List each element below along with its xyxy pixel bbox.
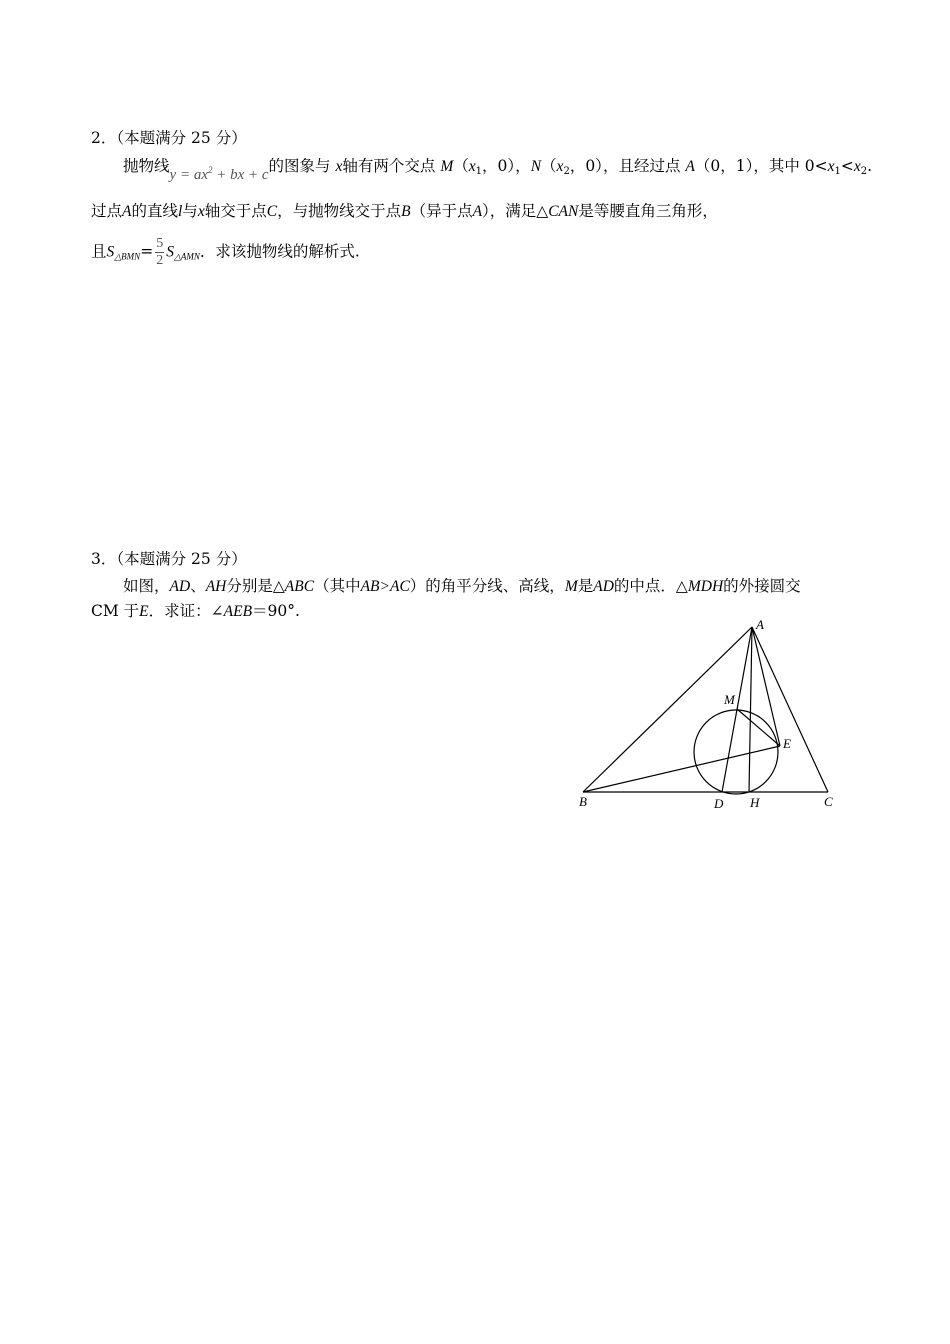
problem2-line3: 且S△BMN= $\frac{5}{2}$ S△AMN．求该抛物线的解析式.: [91, 236, 360, 268]
parabola-formula: $y = ax^2$ + bx + c: [169, 165, 269, 183]
problem2-line1: 抛物线$y = ax^2$ + bx + c的图象与 x轴有两个交点 $M(x_1$，0），$N(x_2$，0），且经过点 A（0，1），其中 $0<x_1<x_2$.: [123, 157, 873, 183]
segment-AC: [752, 627, 828, 792]
problem2-line2: 过点A的直线l与x轴交于点C，与抛物线交于点B（异于点A），满足△CAN是等腰直角三角形，: [91, 202, 718, 220]
circumcircle-MDH: [694, 710, 778, 794]
label-M: M: [724, 692, 735, 707]
problem2-intro: 抛物线: [123, 157, 170, 175]
problem3-line2: CM 于E．求证：∠AEB＝90°.: [91, 602, 300, 620]
label-A: A: [756, 617, 764, 632]
segment-BE: [583, 746, 780, 792]
label-C: C: [824, 794, 833, 809]
segment-AH: [749, 627, 752, 792]
label-E: E: [783, 736, 791, 751]
label-D: D: [714, 796, 724, 811]
label-B: B: [579, 794, 587, 809]
problem3-heading: [91, 549, 247, 569]
label-H: H: [750, 795, 760, 810]
segment-ME: [737, 709, 780, 746]
segment-AE: [752, 627, 780, 746]
problem3-line1: 如图，AD、AH分别是△ABC（其中AB>AC）的角平分线、高线，M是AD的中点．△MDH的外接圆交: [123, 577, 801, 595]
problem3-header: （本题满分 25 分）: [116, 550, 247, 568]
geometry-figure: [570, 612, 850, 817]
problem2-number: 2．: [91, 129, 117, 147]
problem3-number: 3．: [91, 550, 117, 568]
problem2-heading: [91, 128, 247, 148]
problem2-header: （本题满分 25 分）: [116, 129, 247, 147]
fraction-five-halves: $\frac{5}{2}$: [156, 236, 164, 268]
